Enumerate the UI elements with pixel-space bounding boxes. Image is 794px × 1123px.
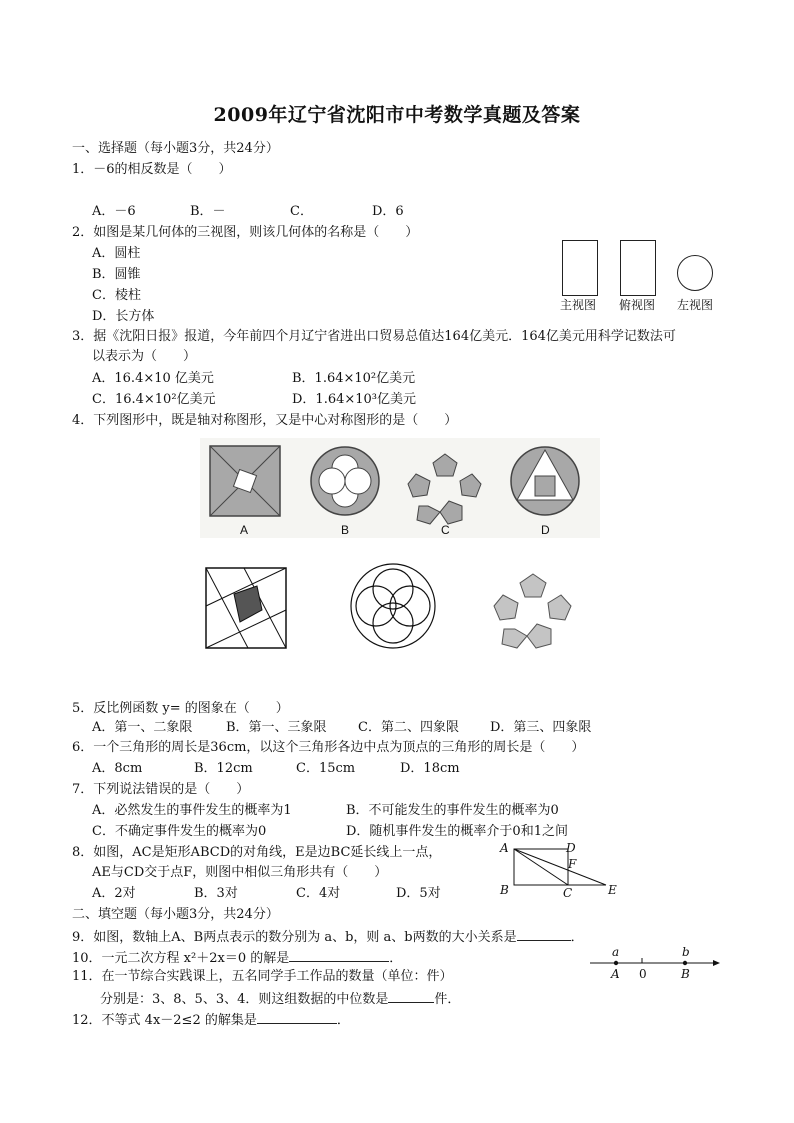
q8-label-d: D [566, 841, 576, 855]
q3-option-d: D．1.64×10³亿美元 [292, 392, 417, 407]
enlarged-circle-figure [351, 564, 435, 648]
q4-label-d: D [541, 523, 550, 537]
q6-option-a: A．8cm [92, 761, 143, 776]
q8-label-a: A [500, 841, 509, 855]
q7-option-d: D．随机事件发生的概率介于0和1之间 [346, 824, 568, 839]
q8-option-c: C．4对 [296, 886, 341, 901]
question-3-stem-line2: 以表示为（ ） [92, 349, 197, 364]
enlarged-pentagon-figure [494, 574, 571, 648]
q9-number-line [590, 954, 720, 970]
question-4-stem: 4．下列图形中，既是轴对称图形，又是中心对称图形的是（ ） [72, 413, 458, 428]
q5-option-a: A．第一、二象限 [92, 720, 193, 735]
q4-figures-row [200, 438, 600, 538]
q3-option-c: C．16.4×10²亿美元 [92, 392, 216, 407]
q8-option-b: B．3对 [194, 886, 238, 901]
q1-option-a: A．－6 [92, 204, 136, 219]
q8-label-b: B [500, 883, 509, 897]
q1-option-d: D．6 [372, 204, 404, 219]
q8-rectangle-figure [510, 845, 610, 887]
question-9-stem [72, 927, 584, 946]
question-11-stem-line2 [100, 989, 460, 1008]
q5-option-d: D．第三、四象限 [490, 720, 592, 735]
q12-answer-blank[interactable] [257, 1010, 337, 1024]
q9-label-zero: 0 [639, 967, 647, 981]
q8-option-a: A．2对 [92, 886, 136, 901]
q1-option-b: B．－ [190, 204, 226, 219]
q4-figure-a [210, 446, 280, 516]
q7-option-a: A．必然发生的事件发生的概率为1 [92, 803, 292, 818]
question-7-stem: 7．下列说法错误的是（ ） [72, 782, 250, 797]
q2-option-c: C．棱柱 [92, 288, 141, 303]
question-1-stem: 1．－6的相反数是（ ） [72, 162, 232, 177]
front-view-rectangle [562, 240, 598, 296]
q10-answer-blank[interactable] [289, 948, 389, 962]
section-heading-choice: 一、选择题（每小题3分，共24分） [72, 141, 279, 156]
question-8-stem-line2: AE与CD交于点F，则图中相似三角形共有（ ） [92, 865, 388, 880]
q3-option-a: A．16.4×10 亿美元 [92, 371, 214, 386]
view-label-front: 主视图 [560, 298, 597, 312]
side-view-circle [677, 255, 713, 291]
section-heading-fill: 二、填空题（每小题3分，共24分） [72, 907, 279, 922]
q9-period: ． [570, 930, 584, 945]
q9-label-point-b: B [681, 967, 690, 981]
question-6-stem: 6．一个三角形的周长是36cm，以这个三角形各边中点为顶点的三角形的周长是（ ） [72, 740, 585, 755]
question-3-stem-line1: 3．据《沈阳日报》报道，今年前四个月辽宁省进出口贸易总值达164亿美元．164亿美元用科学记数法可 [72, 329, 676, 344]
view-label-top: 俯视图 [619, 298, 656, 312]
enlarged-square-figure [206, 568, 286, 648]
q12-stem-text: 12．不等式 4x－2≤2 的解集是 [72, 1013, 257, 1028]
q11-stem-text: 分别是：3、8、5、3、4．则这组数据的中位数是 [100, 992, 389, 1007]
q10-period: ． [389, 951, 403, 966]
q4-figure-d [511, 447, 579, 515]
q6-option-c: C．15cm [296, 761, 356, 776]
q8-option-d: D．5对 [396, 886, 441, 901]
q4-label-a: A [240, 523, 249, 537]
q4-label-b: B [341, 523, 350, 537]
q4-figure-b [311, 447, 379, 515]
q10-stem-text: 10．一元二次方程 x²＋2x＝0 的解是 [72, 951, 290, 966]
q5-option-c: C．第二、四象限 [358, 720, 459, 735]
q4-label-c: C [441, 523, 450, 537]
q9-label-a-lower: a [612, 945, 620, 959]
q6-option-d: D．18cm [400, 761, 460, 776]
top-view-rectangle [620, 240, 656, 296]
question-10-stem [72, 948, 402, 967]
q11-answer-blank[interactable] [388, 989, 434, 1003]
q12-period: ． [336, 1013, 350, 1028]
q6-option-b: B．12cm [194, 761, 253, 776]
q8-label-e: E [608, 883, 617, 897]
q5-option-b: B．第一、三象限 [226, 720, 327, 735]
q7-option-c: C．不确定事件发生的概率为0 [92, 824, 267, 839]
question-11-stem-line1: 11．在一节综合实践课上，五名同学手工作品的数量（单位：件） [72, 969, 453, 984]
q7-option-b: B．不可能发生的事件发生的概率为0 [346, 803, 559, 818]
q9-label-b-lower: b [682, 945, 690, 959]
q8-label-f: F [568, 857, 577, 871]
q2-option-b: B．圆锥 [92, 267, 141, 282]
q11-unit: 件． [434, 992, 461, 1007]
question-2-stem: 2．如图是某几何体的三视图，则该几何体的名称是（ ） [72, 225, 419, 240]
enlarged-figures-row [200, 562, 590, 662]
q9-stem-text: 9．如图，数轴上A、B两点表示的数分别为 a、b，则 a、b两数的大小关系是 [72, 930, 517, 945]
q2-option-d: D．长方体 [92, 309, 155, 324]
question-5-stem: 5．反比例函数 y= 的图象在（ ） [72, 701, 289, 716]
q3-option-b: B．1.64×10²亿美元 [292, 371, 416, 386]
q8-label-c: C [563, 886, 573, 900]
page-title: 2009年辽宁省沈阳市中考数学真题及答案 [213, 104, 581, 126]
question-8-stem-line1: 8．如图，AC是矩形ABCD的对角线，E是边BC延长线上一点， [72, 845, 442, 860]
q1-option-c: C． [290, 204, 313, 219]
q2-option-a: A．圆柱 [92, 246, 141, 261]
q9-answer-blank[interactable] [517, 927, 571, 941]
question-12-stem [72, 1010, 350, 1029]
q9-label-point-a: A [611, 967, 620, 981]
view-label-side: 左视图 [677, 298, 714, 312]
